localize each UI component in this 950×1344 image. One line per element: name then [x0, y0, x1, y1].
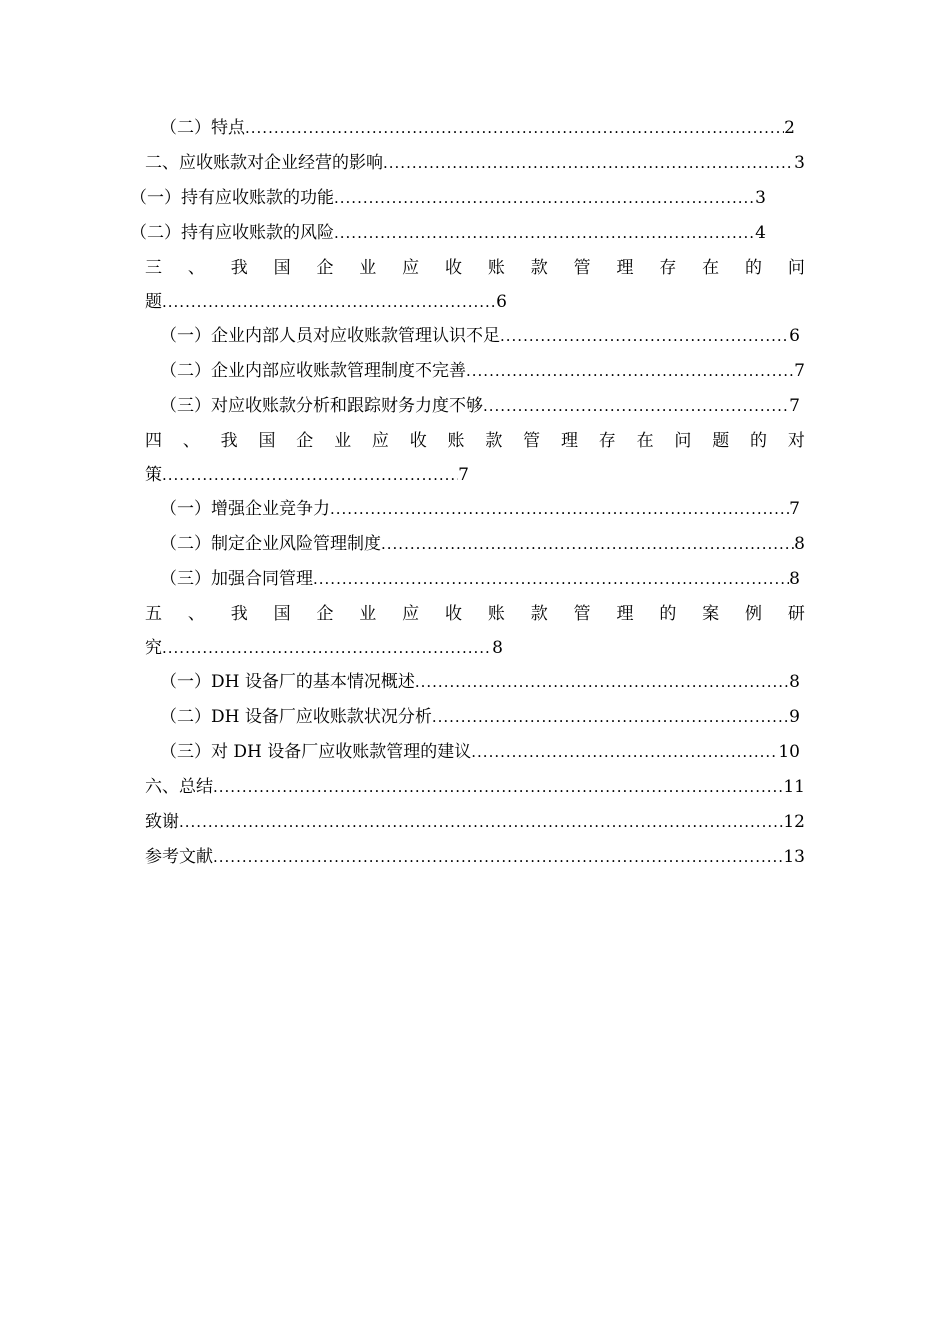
toc-leader-dots — [432, 705, 789, 729]
toc-entry[interactable] — [160, 567, 800, 591]
toc-char: 存 — [659, 258, 677, 278]
toc-char: 应 — [402, 604, 420, 624]
toc-entry[interactable] — [160, 670, 800, 694]
toc-page-number: 3 — [755, 188, 766, 208]
toc-entry-continuation[interactable] — [145, 636, 503, 660]
toc-char: 、 — [187, 258, 205, 278]
toc-entry[interactable] — [160, 116, 795, 140]
toc-leader-dots — [245, 116, 784, 140]
toc-char: 管 — [573, 258, 591, 278]
toc-char: 账 — [447, 431, 465, 451]
toc-entry-label: 题 — [145, 292, 162, 312]
toc-entry[interactable] — [160, 497, 800, 521]
toc-page-number: 10 — [778, 742, 800, 762]
toc-page-number: 7 — [789, 499, 800, 519]
toc-char: 的 — [659, 604, 677, 624]
toc-char: 应 — [371, 431, 389, 451]
toc-leader-dots — [466, 359, 794, 383]
toc-char: 、 — [187, 604, 205, 624]
toc-entry-justified[interactable] — [145, 602, 805, 626]
toc-char: 账 — [487, 604, 505, 624]
toc-char: 管 — [573, 604, 591, 624]
toc-entry[interactable] — [145, 775, 805, 799]
toc-entry-label: （三）对应收账款分析和跟踪财务力度不够 — [160, 396, 483, 416]
toc-char: 国 — [258, 431, 276, 451]
toc-leader-dots — [500, 324, 789, 348]
toc-leader-dots — [213, 775, 783, 799]
toc-char: 管 — [523, 431, 541, 451]
toc-page-number: 7 — [794, 361, 805, 381]
toc-char: 案 — [702, 604, 720, 624]
toc-char: 款 — [530, 258, 548, 278]
toc-page-number: 13 — [783, 847, 805, 867]
toc-leader-dots — [213, 845, 783, 869]
toc-char: 问 — [787, 258, 805, 278]
toc-entry[interactable] — [130, 221, 766, 245]
toc-entry-label: （二）企业内部应收账款管理制度不完善 — [160, 361, 466, 381]
toc-entry-label: （二）制定企业风险管理制度 — [160, 534, 381, 554]
toc-char: 我 — [220, 431, 238, 451]
toc-entry-label: （三）加强合同管理 — [160, 569, 313, 589]
toc-char: 在 — [636, 431, 654, 451]
toc-char: 国 — [273, 258, 291, 278]
toc-char: 款 — [485, 431, 503, 451]
toc-page-number: 8 — [492, 638, 503, 658]
toc-char: 理 — [560, 431, 578, 451]
toc-char: 收 — [445, 604, 463, 624]
toc-char: 理 — [616, 258, 634, 278]
toc-entry[interactable] — [160, 324, 800, 348]
toc-char: 款 — [530, 604, 548, 624]
toc-char: 业 — [359, 604, 377, 624]
toc-char: 三 — [145, 258, 162, 278]
toc-page-number: 7 — [789, 396, 800, 416]
toc-char: 研 — [787, 604, 805, 624]
toc-leader-dots — [483, 394, 789, 418]
toc-char: 企 — [316, 258, 334, 278]
toc-entry-label: 参考文献 — [145, 847, 213, 867]
toc-entry[interactable] — [160, 359, 805, 383]
toc-char: 四 — [145, 431, 162, 451]
toc-char: 、 — [182, 431, 200, 451]
toc-entry-label: （一）DH 设备厂的基本情况概述 — [160, 672, 415, 692]
toc-page-number: 6 — [496, 292, 507, 312]
toc-leader-dots — [162, 636, 492, 660]
toc-entry-label: （二）特点 — [160, 118, 245, 138]
toc-entry-label: （二）DH 设备厂应收账款状况分析 — [160, 707, 432, 727]
toc-char: 收 — [445, 258, 463, 278]
toc-char: 应 — [402, 258, 420, 278]
toc-entry-label: （一）持有应收账款的功能 — [130, 188, 334, 208]
toc-char: 的 — [745, 258, 763, 278]
toc-page-number: 12 — [783, 812, 805, 832]
toc-char: 收 — [409, 431, 427, 451]
toc-leader-dots — [179, 810, 783, 834]
toc-char: 理 — [616, 604, 634, 624]
toc-char: 对 — [787, 431, 805, 451]
toc-page-number: 4 — [755, 223, 766, 243]
toc-page-number: 6 — [789, 326, 800, 346]
toc-char: 我 — [230, 604, 248, 624]
toc-leader-dots — [330, 497, 789, 521]
toc-char: 业 — [334, 431, 352, 451]
toc-leader-dots — [162, 463, 458, 487]
toc-entry[interactable] — [160, 705, 800, 729]
toc-char: 账 — [487, 258, 505, 278]
toc-leader-dots — [162, 290, 496, 314]
toc-entry-justified[interactable] — [145, 429, 805, 453]
toc-entry-label: （一）增强企业竞争力 — [160, 499, 330, 519]
toc-leader-dots — [471, 740, 778, 764]
toc-entry-continuation[interactable] — [145, 463, 469, 487]
toc-entry-label: 二、应收账款对企业经营的影响 — [145, 153, 383, 173]
toc-entry[interactable] — [145, 151, 805, 175]
toc-entry-label: 致谢 — [145, 812, 179, 832]
toc-char: 企 — [316, 604, 334, 624]
toc-char: 企 — [296, 431, 314, 451]
toc-leader-dots — [313, 567, 789, 591]
toc-page-number: 3 — [794, 153, 805, 173]
toc-page-number: 2 — [784, 118, 795, 138]
toc-leader-dots — [381, 532, 794, 556]
toc-entry[interactable] — [130, 186, 766, 210]
toc-page-number: 8 — [789, 569, 800, 589]
toc-entry-continuation[interactable] — [145, 290, 507, 314]
toc-entry-label: （二）持有应收账款的风险 — [130, 223, 334, 243]
toc-char: 的 — [750, 431, 767, 451]
toc-entry[interactable] — [145, 810, 805, 834]
toc-leader-dots — [415, 670, 789, 694]
toc-char: 我 — [230, 258, 248, 278]
toc-entry-label: 究 — [145, 638, 162, 658]
toc-char: 存 — [598, 431, 616, 451]
toc-entry[interactable] — [160, 394, 800, 418]
toc-entry-label: 策 — [145, 465, 162, 485]
toc-entry[interactable] — [160, 532, 805, 556]
toc-entry-label: （一）企业内部人员对应收账款管理认识不足 — [160, 326, 500, 346]
toc-char: 例 — [745, 604, 763, 624]
toc-char: 业 — [359, 258, 377, 278]
toc-entry-justified[interactable] — [145, 256, 805, 280]
toc-page-number: 11 — [783, 777, 805, 797]
toc-char: 问 — [674, 431, 692, 451]
toc-page-number: 8 — [794, 534, 805, 554]
toc-char: 国 — [273, 604, 291, 624]
toc-entry-label: 六、总结 — [145, 777, 213, 797]
toc-leader-dots — [334, 221, 755, 245]
toc-entry[interactable] — [160, 740, 800, 764]
toc-char: 五 — [145, 604, 162, 624]
toc-page-number: 8 — [789, 672, 800, 692]
toc-page-number: 7 — [458, 465, 469, 485]
toc-char: 题 — [712, 431, 730, 451]
toc-leader-dots — [334, 186, 755, 210]
toc-entry[interactable] — [145, 845, 805, 869]
toc-page-number: 9 — [789, 707, 800, 727]
toc-leader-dots — [383, 151, 794, 175]
toc-entry-label: （三）对 DH 设备厂应收账款管理的建议 — [160, 742, 472, 762]
toc-char: 在 — [702, 258, 720, 278]
